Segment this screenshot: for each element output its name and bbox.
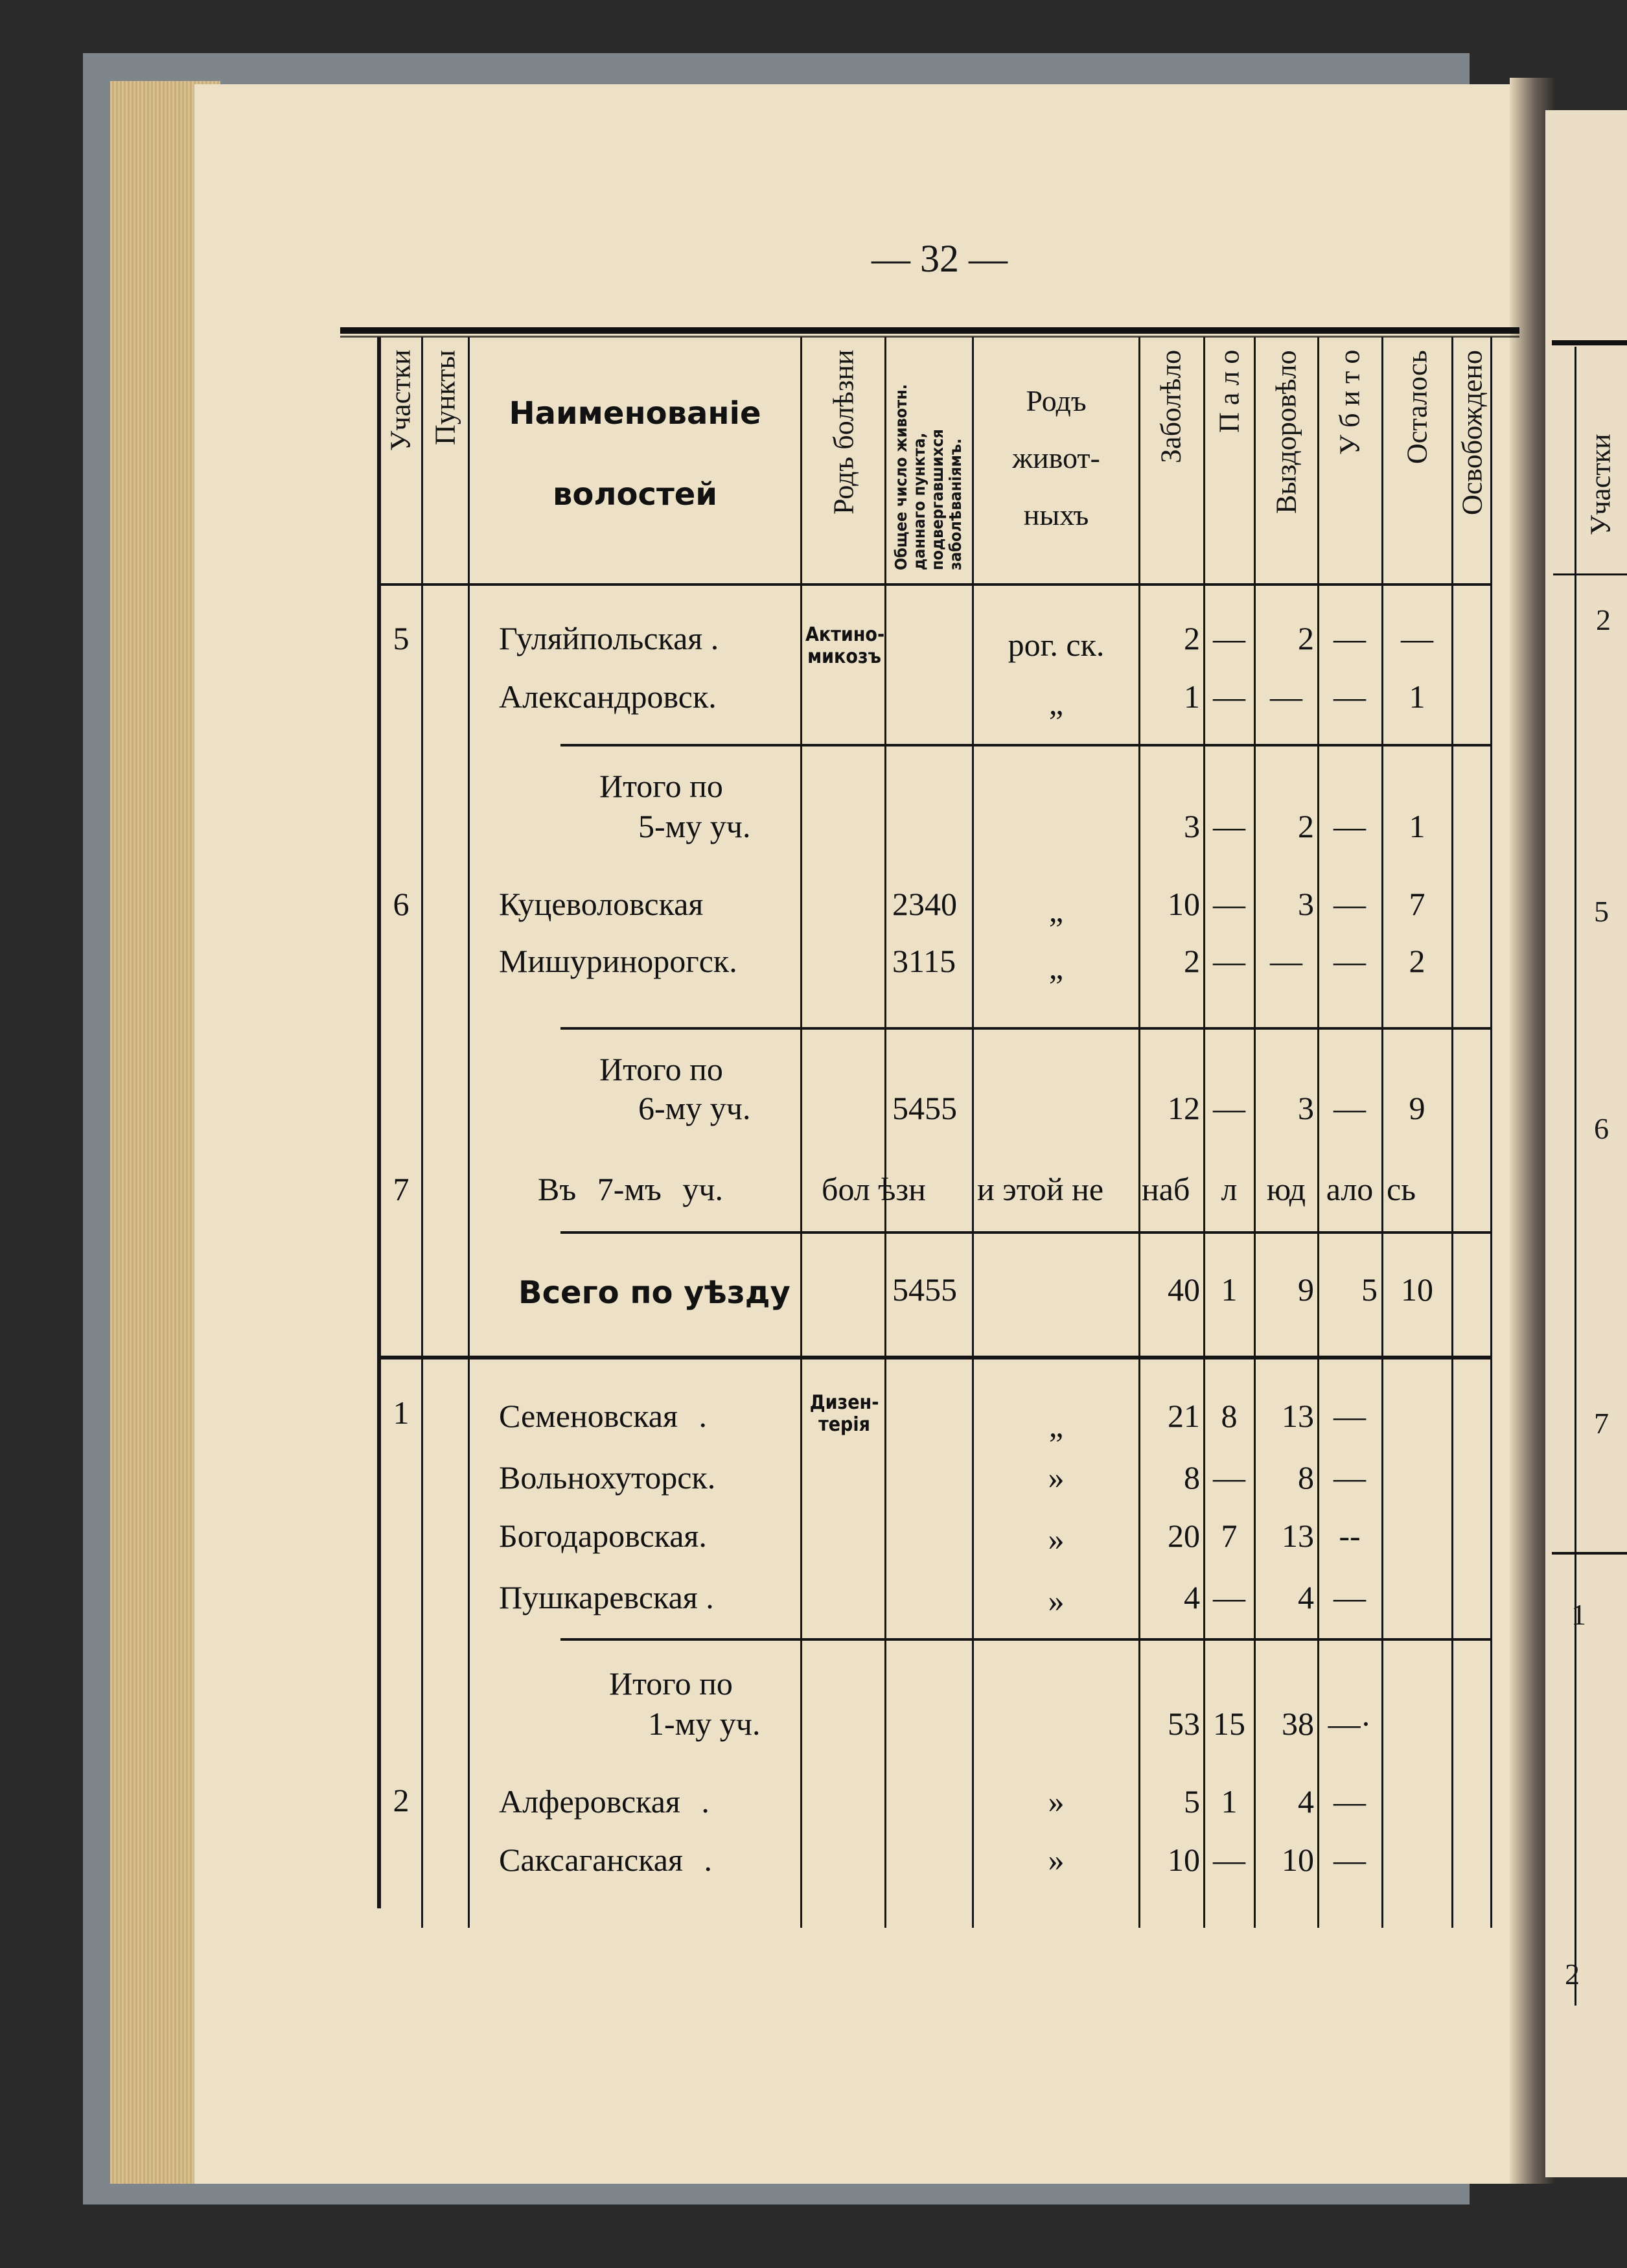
header-palo: П а л о [1213, 350, 1245, 434]
column-divider [972, 337, 974, 1928]
next-page [1545, 110, 1627, 2177]
table-left-rule [377, 337, 381, 1908]
next-page-header: Участки [1584, 434, 1617, 536]
column-divider [1490, 337, 1492, 1928]
header-punkty: Пункты [429, 350, 461, 445]
subtotal-rule [560, 1231, 1490, 1234]
table-top-rule [340, 327, 1519, 334]
header-disease: Родъ болѣзни [827, 350, 860, 515]
subtotal-rule [560, 1638, 1490, 1641]
column-divider [1317, 337, 1319, 1928]
header-animal-line1: Родъ [1026, 384, 1087, 417]
next-page-number: 6 [1594, 1112, 1609, 1145]
section-rule [379, 1356, 1490, 1360]
column-divider [468, 337, 470, 1928]
next-page-number: 1 [1571, 1598, 1586, 1631]
next-page-number: 7 [1594, 1407, 1609, 1440]
column-divider [1381, 337, 1383, 1928]
column-divider [421, 337, 423, 1928]
column-divider [800, 337, 802, 1928]
header-name-line2: волостей [553, 476, 717, 513]
header-total-animals: Общее число животн. даннаго пункта, подвергавшихся заболѣваніямъ. [892, 384, 965, 570]
next-page-number: 5 [1594, 895, 1609, 928]
column-divider [1254, 337, 1256, 1928]
subtotal-rule [560, 1027, 1490, 1030]
header-vyzdorovelo: Выздоровѣло [1270, 350, 1302, 514]
column-divider [1138, 337, 1140, 1928]
page-number: — 32 — [871, 237, 1008, 280]
header-osvobozhdeno: Освобождено [1456, 350, 1488, 515]
header-name-line1: Наименованіе [509, 395, 761, 432]
disease-label: Актино-микозъ [805, 623, 885, 668]
column-divider [884, 337, 886, 1928]
header-bottom-rule [379, 583, 1490, 586]
next-page-number: 2 [1565, 1958, 1580, 1991]
header-animal-line2: живот- [1012, 441, 1100, 474]
disease-label: Дизен-терія [809, 1391, 879, 1436]
column-divider [1451, 337, 1453, 1928]
subtotal-rule [560, 744, 1490, 746]
column-divider [1203, 337, 1205, 1928]
header-ostalos: Осталось [1401, 350, 1433, 464]
header-zabolelo: Заболѣло [1155, 350, 1187, 464]
header-ubito: У б и т о [1333, 350, 1366, 456]
next-page-number: 2 [1596, 603, 1611, 636]
header-animal-line3: ныхъ [1023, 498, 1089, 531]
header-uchastki: Участки [384, 350, 417, 452]
